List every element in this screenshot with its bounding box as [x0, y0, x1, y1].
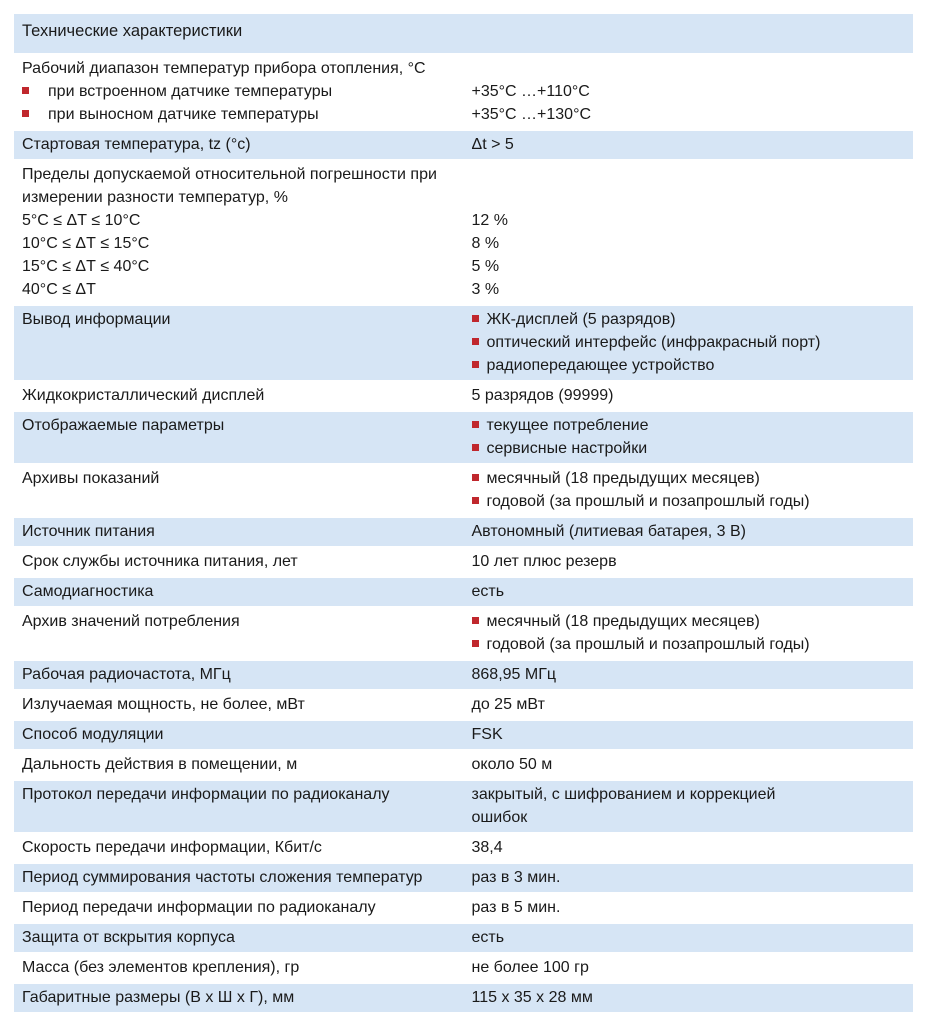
parameter-cell-text: Период суммирования частоты сложения температур	[22, 869, 423, 886]
parameter-cell-text: Источник питания	[22, 523, 155, 540]
parameter-cell-line	[22, 278, 456, 301]
parameter-cell-text: Вывод информации	[22, 311, 171, 328]
parameter-cell	[14, 517, 464, 547]
value-cell-text: около 50 м	[471, 756, 553, 773]
value-cell-text: годовой (за прошлый и позапрошлый годы)	[486, 636, 810, 653]
parameter-cell-text: Срок службы источника питания, лет	[22, 553, 298, 570]
table-row	[14, 863, 913, 893]
value-cell	[464, 547, 914, 577]
value-cell-text: годовой (за прошлый и позапрошлый годы)	[486, 493, 810, 510]
parameter-cell	[14, 381, 464, 411]
value-cell-text: месячный (18 предыдущих месяцев)	[486, 613, 760, 630]
parameter-cell	[14, 464, 464, 517]
bullet-square-icon	[22, 87, 29, 94]
value-cell-text: радиопередающее устройство	[486, 357, 715, 374]
value-cell-line	[472, 986, 906, 1009]
value-cell-text: Δt > 5	[471, 136, 514, 153]
parameter-cell-line	[22, 663, 456, 686]
value-cell-line	[472, 866, 906, 889]
specifications-body	[14, 54, 913, 1013]
parameter-cell-text: Рабочая радиочастота, МГц	[22, 666, 231, 683]
table-row	[14, 464, 913, 517]
value-cell-line	[472, 467, 906, 490]
value-cell-line	[472, 209, 906, 232]
value-cell-text	[472, 189, 476, 206]
parameter-cell	[14, 607, 464, 660]
parameter-cell-text: Архив значений потребления	[22, 613, 240, 630]
value-cell	[464, 780, 914, 833]
bullet-square-icon	[472, 474, 479, 481]
value-cell-text: 8 %	[471, 235, 500, 252]
table-row	[14, 833, 913, 863]
value-cell-line	[472, 520, 906, 543]
parameter-cell-text: Дальность действия в помещении, м	[22, 756, 298, 773]
table-row	[14, 577, 913, 607]
value-cell-line	[472, 186, 906, 209]
parameter-cell-line	[22, 414, 456, 437]
value-cell	[464, 381, 914, 411]
specifications-table	[14, 14, 913, 1014]
parameter-cell-text: 15°С ≤ ΔТ ≤ 40°С	[22, 258, 150, 275]
value-cell-line	[472, 550, 906, 573]
value-cell	[464, 690, 914, 720]
value-cell-text: ЖК-дисплей (5 разрядов)	[486, 311, 676, 328]
value-cell-line	[472, 414, 906, 437]
value-cell	[464, 983, 914, 1013]
value-cell-text: 5 разрядов (99999)	[471, 387, 614, 404]
bullet-square-icon	[472, 497, 479, 504]
parameter-cell-line	[22, 232, 456, 255]
table-row	[14, 983, 913, 1013]
parameter-cell	[14, 130, 464, 160]
parameter-cell	[14, 833, 464, 863]
table-row	[14, 130, 913, 160]
parameter-cell	[14, 660, 464, 690]
parameter-cell-line	[22, 308, 456, 331]
value-cell-text: +35°С …+110°С	[471, 83, 590, 100]
value-cell-line	[472, 663, 906, 686]
parameter-cell-text: Жидкокристаллический дисплей	[22, 387, 265, 404]
parameter-cell	[14, 411, 464, 464]
parameter-cell-text: измерении разности температур, %	[22, 189, 288, 206]
value-cell	[464, 464, 914, 517]
parameter-cell-text: Рабочий диапазон температур прибора отопления, °С	[22, 60, 426, 77]
value-cell-text: раз в 5 мин.	[471, 899, 561, 916]
parameter-cell-text: Протокол передачи информации по радиоканалу	[22, 786, 390, 803]
parameter-cell	[14, 690, 464, 720]
bullet-square-icon	[472, 315, 479, 322]
value-cell	[464, 750, 914, 780]
parameter-cell-line	[22, 384, 456, 407]
value-cell-text: оптический интерфейс (инфракрасный порт)	[486, 334, 821, 351]
parameter-cell	[14, 160, 464, 305]
table-row	[14, 517, 913, 547]
value-cell-line	[472, 163, 906, 186]
value-cell	[464, 863, 914, 893]
value-cell	[464, 953, 914, 983]
table-title: Технические характеристики	[14, 14, 913, 54]
value-cell	[464, 720, 914, 750]
value-cell	[464, 577, 914, 607]
parameter-cell-line	[22, 580, 456, 603]
value-cell-text: месячный (18 предыдущих месяцев)	[486, 470, 760, 487]
value-cell	[464, 160, 914, 305]
parameter-cell-text: при выносном датчике температуры	[48, 106, 319, 123]
value-cell-line	[472, 103, 906, 126]
parameter-cell-line	[22, 186, 456, 209]
parameter-cell	[14, 305, 464, 381]
value-cell-line	[472, 896, 906, 919]
parameter-cell-text: Излучаемая мощность, не более, мВт	[22, 696, 305, 713]
value-cell-line	[472, 723, 906, 746]
value-cell	[464, 517, 914, 547]
value-cell	[464, 833, 914, 863]
value-cell-line	[472, 580, 906, 603]
value-cell-text: 12 %	[471, 212, 508, 229]
parameter-cell-text: 10°С ≤ ΔТ ≤ 15°С	[22, 235, 150, 252]
parameter-cell-text: 5°С ≤ ΔТ ≤ 10°С	[22, 212, 141, 229]
value-cell	[464, 411, 914, 464]
table-row	[14, 607, 913, 660]
parameter-cell-line	[22, 693, 456, 716]
value-cell-text: сервисные настройки	[486, 440, 648, 457]
value-cell-line	[472, 633, 906, 656]
value-cell-line	[472, 956, 906, 979]
parameter-cell-text: 40°С ≤ ΔТ	[22, 281, 96, 298]
value-cell-text	[472, 166, 476, 183]
value-cell-text: есть	[471, 929, 505, 946]
value-cell-text: 38,4	[471, 839, 503, 856]
value-cell-text: +35°С …+130°С	[471, 106, 592, 123]
value-cell-line	[472, 57, 906, 80]
value-cell	[464, 923, 914, 953]
parameter-cell-line	[22, 80, 456, 103]
value-cell	[464, 660, 914, 690]
bullet-square-icon	[22, 110, 29, 117]
value-cell-text: до 25 мВт	[471, 696, 545, 713]
table-row	[14, 411, 913, 464]
value-cell-text: есть	[471, 583, 505, 600]
value-cell-text: раз в 3 мин.	[471, 869, 561, 886]
table-row	[14, 547, 913, 577]
table-header-row	[14, 14, 913, 54]
value-cell-line	[472, 610, 906, 633]
value-cell-line	[472, 255, 906, 278]
parameter-cell	[14, 863, 464, 893]
parameter-cell-text: Период передачи информации по радиоканалу	[22, 899, 376, 916]
table-row	[14, 160, 913, 305]
value-cell	[464, 893, 914, 923]
value-cell-line	[472, 80, 906, 103]
parameter-cell-line	[22, 866, 456, 889]
bullet-square-icon	[472, 421, 479, 428]
value-cell-line	[472, 232, 906, 255]
value-cell-text: 115 x 35 x 28 мм	[471, 989, 593, 1006]
value-cell-text: не более 100 гр	[471, 959, 589, 976]
parameter-cell-line	[22, 550, 456, 573]
value-cell	[464, 130, 914, 160]
parameter-cell	[14, 750, 464, 780]
value-cell-line	[472, 753, 906, 776]
parameter-cell-text: Пределы допускаемой относительной погрешности при	[22, 166, 437, 183]
parameter-cell-text: Габаритные размеры (В x Ш x Г), мм	[22, 989, 295, 1006]
value-cell-line	[472, 308, 906, 331]
value-cell-text: 5 %	[471, 258, 500, 275]
bullet-square-icon	[472, 617, 479, 624]
value-cell	[464, 607, 914, 660]
parameter-cell-line	[22, 783, 456, 806]
parameter-cell-line	[22, 723, 456, 746]
table-row	[14, 690, 913, 720]
parameter-cell-text: Защита от вскрытия корпуса	[22, 929, 235, 946]
table-row	[14, 54, 913, 130]
value-cell-line	[472, 437, 906, 460]
value-cell-line	[472, 354, 906, 377]
parameter-cell	[14, 547, 464, 577]
parameter-cell-line	[22, 520, 456, 543]
value-cell-text: ошибок	[471, 809, 528, 826]
parameter-cell-line	[22, 255, 456, 278]
parameter-cell-text: Стартовая температура, tz (°c)	[22, 136, 251, 153]
value-cell-text: FSK	[471, 726, 503, 743]
parameter-cell	[14, 923, 464, 953]
bullet-square-icon	[472, 361, 479, 368]
parameter-cell-text: Отображаемые параметры	[22, 417, 225, 434]
value-cell-line	[472, 926, 906, 949]
parameter-cell-text: при встроенном датчике температуры	[48, 83, 333, 100]
value-cell-text	[472, 60, 476, 77]
parameter-cell-line	[22, 209, 456, 232]
value-cell	[464, 305, 914, 381]
value-cell-text: 3 %	[471, 281, 500, 298]
parameter-cell-line	[22, 926, 456, 949]
table-row	[14, 780, 913, 833]
value-cell-text: Автономный (литиевая батарея, 3 В)	[471, 523, 746, 540]
table-row	[14, 381, 913, 411]
parameter-cell-line	[22, 896, 456, 919]
table-row	[14, 720, 913, 750]
parameter-cell-line	[22, 103, 456, 126]
parameter-cell-line	[22, 753, 456, 776]
table-row	[14, 660, 913, 690]
parameter-cell	[14, 54, 464, 130]
value-cell-line	[472, 490, 906, 513]
parameter-cell-line	[22, 467, 456, 490]
parameter-cell-text: Самодиагностика	[22, 583, 154, 600]
bullet-square-icon	[472, 640, 479, 647]
parameter-cell	[14, 953, 464, 983]
parameter-cell-line	[22, 836, 456, 859]
parameter-cell-text: Способ модуляции	[22, 726, 164, 743]
table-row	[14, 893, 913, 923]
parameter-cell-text: Архивы показаний	[22, 470, 160, 487]
bullet-square-icon	[472, 338, 479, 345]
parameter-cell	[14, 780, 464, 833]
value-cell-line	[472, 278, 906, 301]
table-row	[14, 923, 913, 953]
table-row	[14, 305, 913, 381]
parameter-cell-text: Скорость передачи информации, Кбит/с	[22, 839, 322, 856]
parameter-cell	[14, 720, 464, 750]
value-cell-text: 868,95 МГц	[471, 666, 557, 683]
value-cell-text: закрытый, с шифрованием и коррекцией	[471, 786, 776, 803]
value-cell	[464, 54, 914, 130]
parameter-cell-line	[22, 610, 456, 633]
parameter-cell	[14, 983, 464, 1013]
value-cell-line	[472, 806, 906, 829]
value-cell-text: текущее потребление	[486, 417, 649, 434]
parameter-cell-line	[22, 57, 456, 80]
parameter-cell-line	[22, 956, 456, 979]
parameter-cell	[14, 893, 464, 923]
value-cell-line	[472, 836, 906, 859]
parameter-cell-line	[22, 133, 456, 156]
value-cell-line	[472, 133, 906, 156]
value-cell-line	[472, 331, 906, 354]
value-cell-line	[472, 783, 906, 806]
parameter-cell-text: Масса (без элементов крепления), гр	[22, 959, 300, 976]
bullet-square-icon	[472, 444, 479, 451]
parameter-cell-line	[22, 986, 456, 1009]
value-cell-line	[472, 693, 906, 716]
table-row	[14, 750, 913, 780]
value-cell-text: 10 лет плюс резерв	[471, 553, 617, 570]
parameter-cell-line	[22, 163, 456, 186]
value-cell-line	[472, 384, 906, 407]
table-row	[14, 953, 913, 983]
parameter-cell	[14, 577, 464, 607]
